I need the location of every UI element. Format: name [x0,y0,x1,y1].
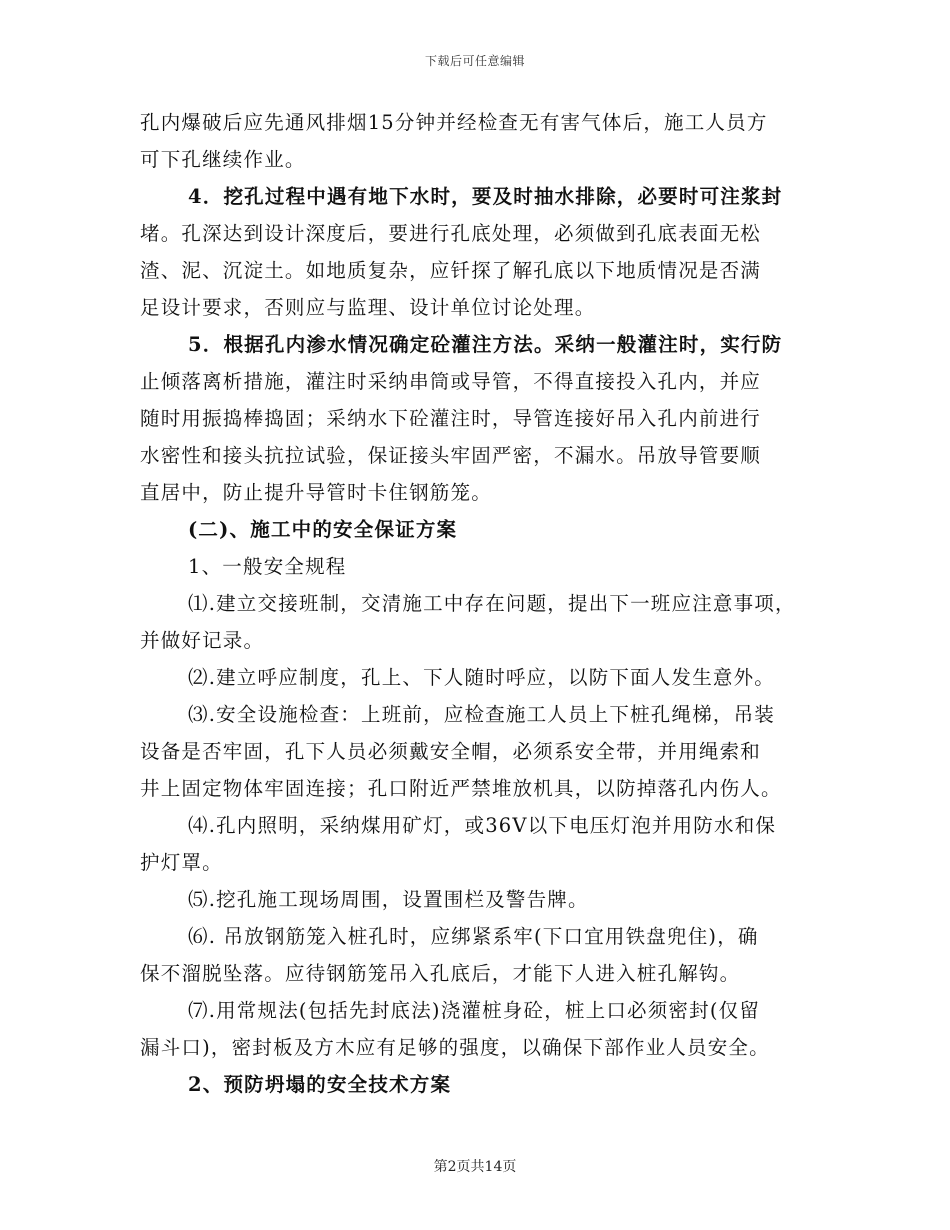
list-item-6: ⑹. 吊放钢筋笼入桩孔时，应绑紧系牢(下口宜用铁盘兜住)，确 [188,925,759,948]
list-item-4: ⑷.孔内照明，采纳煤用矿灯，或36V以下电压灯泡并用防水和保 [188,814,777,837]
section-heading: (二)、施工中的安全保证方案 [188,518,458,541]
page-footer: 第2页共14页 [433,1159,517,1175]
body-line: 随时用振捣棒捣固；采纳水下砼灌注时，导管连接好吊入孔内前进行 [140,407,762,430]
list-item-3: ⑶.安全设施检查：上班前，应检查施工人员上下桩孔绳梯，吊装 [188,703,775,726]
body-line: 护灯罩。 [140,851,223,874]
numbered-item-5: 5．根据孔内渗水情况确定砼灌注方法。采纳一般灌注时，实行防 [188,333,783,356]
list-item-7: ⑺.用常规法(包括先封底法)浇灌桩身砼，桩上口必须密封(仅留 [188,999,761,1022]
list-item-2: ⑵.建立呼应制度，孔上、下人随时呼应，以防下面人发生意外。 [188,666,775,689]
body-line: 足设计要求，否则应与监理、设计单位讨论处理。 [140,296,596,319]
body-line: 井上固定物体牢固连接；孔口附近严禁堆放机具，以防掉落孔内伤人。 [140,777,782,800]
body-line: 设备是否牢固，孔下人员必须戴安全帽，必须系安全带，并用绳索和 [140,740,762,763]
body-line: 直居中，防止提升导管时卡住钢筋笼。 [140,481,492,504]
list-item-5: ⑸.挖孔施工现场周围，设置围栏及警告牌。 [188,888,589,911]
body-line: 止倾落离析措施，灌注时采纳串筒或导管，不得直接投入孔内，并应 [140,370,762,393]
subsection-heading: 1、一般安全规程 [188,555,347,578]
body-line: 漏斗口)，密封板及方木应有足够的强度，以确保下部作业人员安全。 [140,1036,770,1059]
body-line: 渣、泥、沉淀土。如地质复杂，应钎探了解孔底以下地质情况是否满 [140,259,762,282]
body-line: 水密性和接头抗拉试验，保证接头牢固严密，不漏水。吊放导管要顺 [140,444,762,467]
list-item-1: ⑴.建立交接班制，交清施工中存在问题，提出下一班应注意事项， [188,592,796,615]
body-line: 并做好记录。 [140,629,265,652]
body-line: 可下孔继续作业。 [140,148,306,171]
subsection-heading: 2、预防坍塌的安全技术方案 [188,1073,452,1096]
numbered-item-4: 4．挖孔过程中遇有地下水时，要及时抽水排除，必要时可注浆封 [188,185,783,208]
body-line: 堵。孔深达到设计深度后，要进行孔底处理，必须做到孔底表面无松 [140,222,762,245]
page-header: 下载后可任意编辑 [424,54,525,68]
body-line: 孔内爆破后应先通风排烟15分钟并经检查无有害气体后，施工人员方 [140,111,768,134]
document-body [140,104,820,1103]
body-line: 保不溜脱坠落。应待钢筋笼吊入孔底后，才能下人进入桩孔解钩。 [140,962,741,985]
